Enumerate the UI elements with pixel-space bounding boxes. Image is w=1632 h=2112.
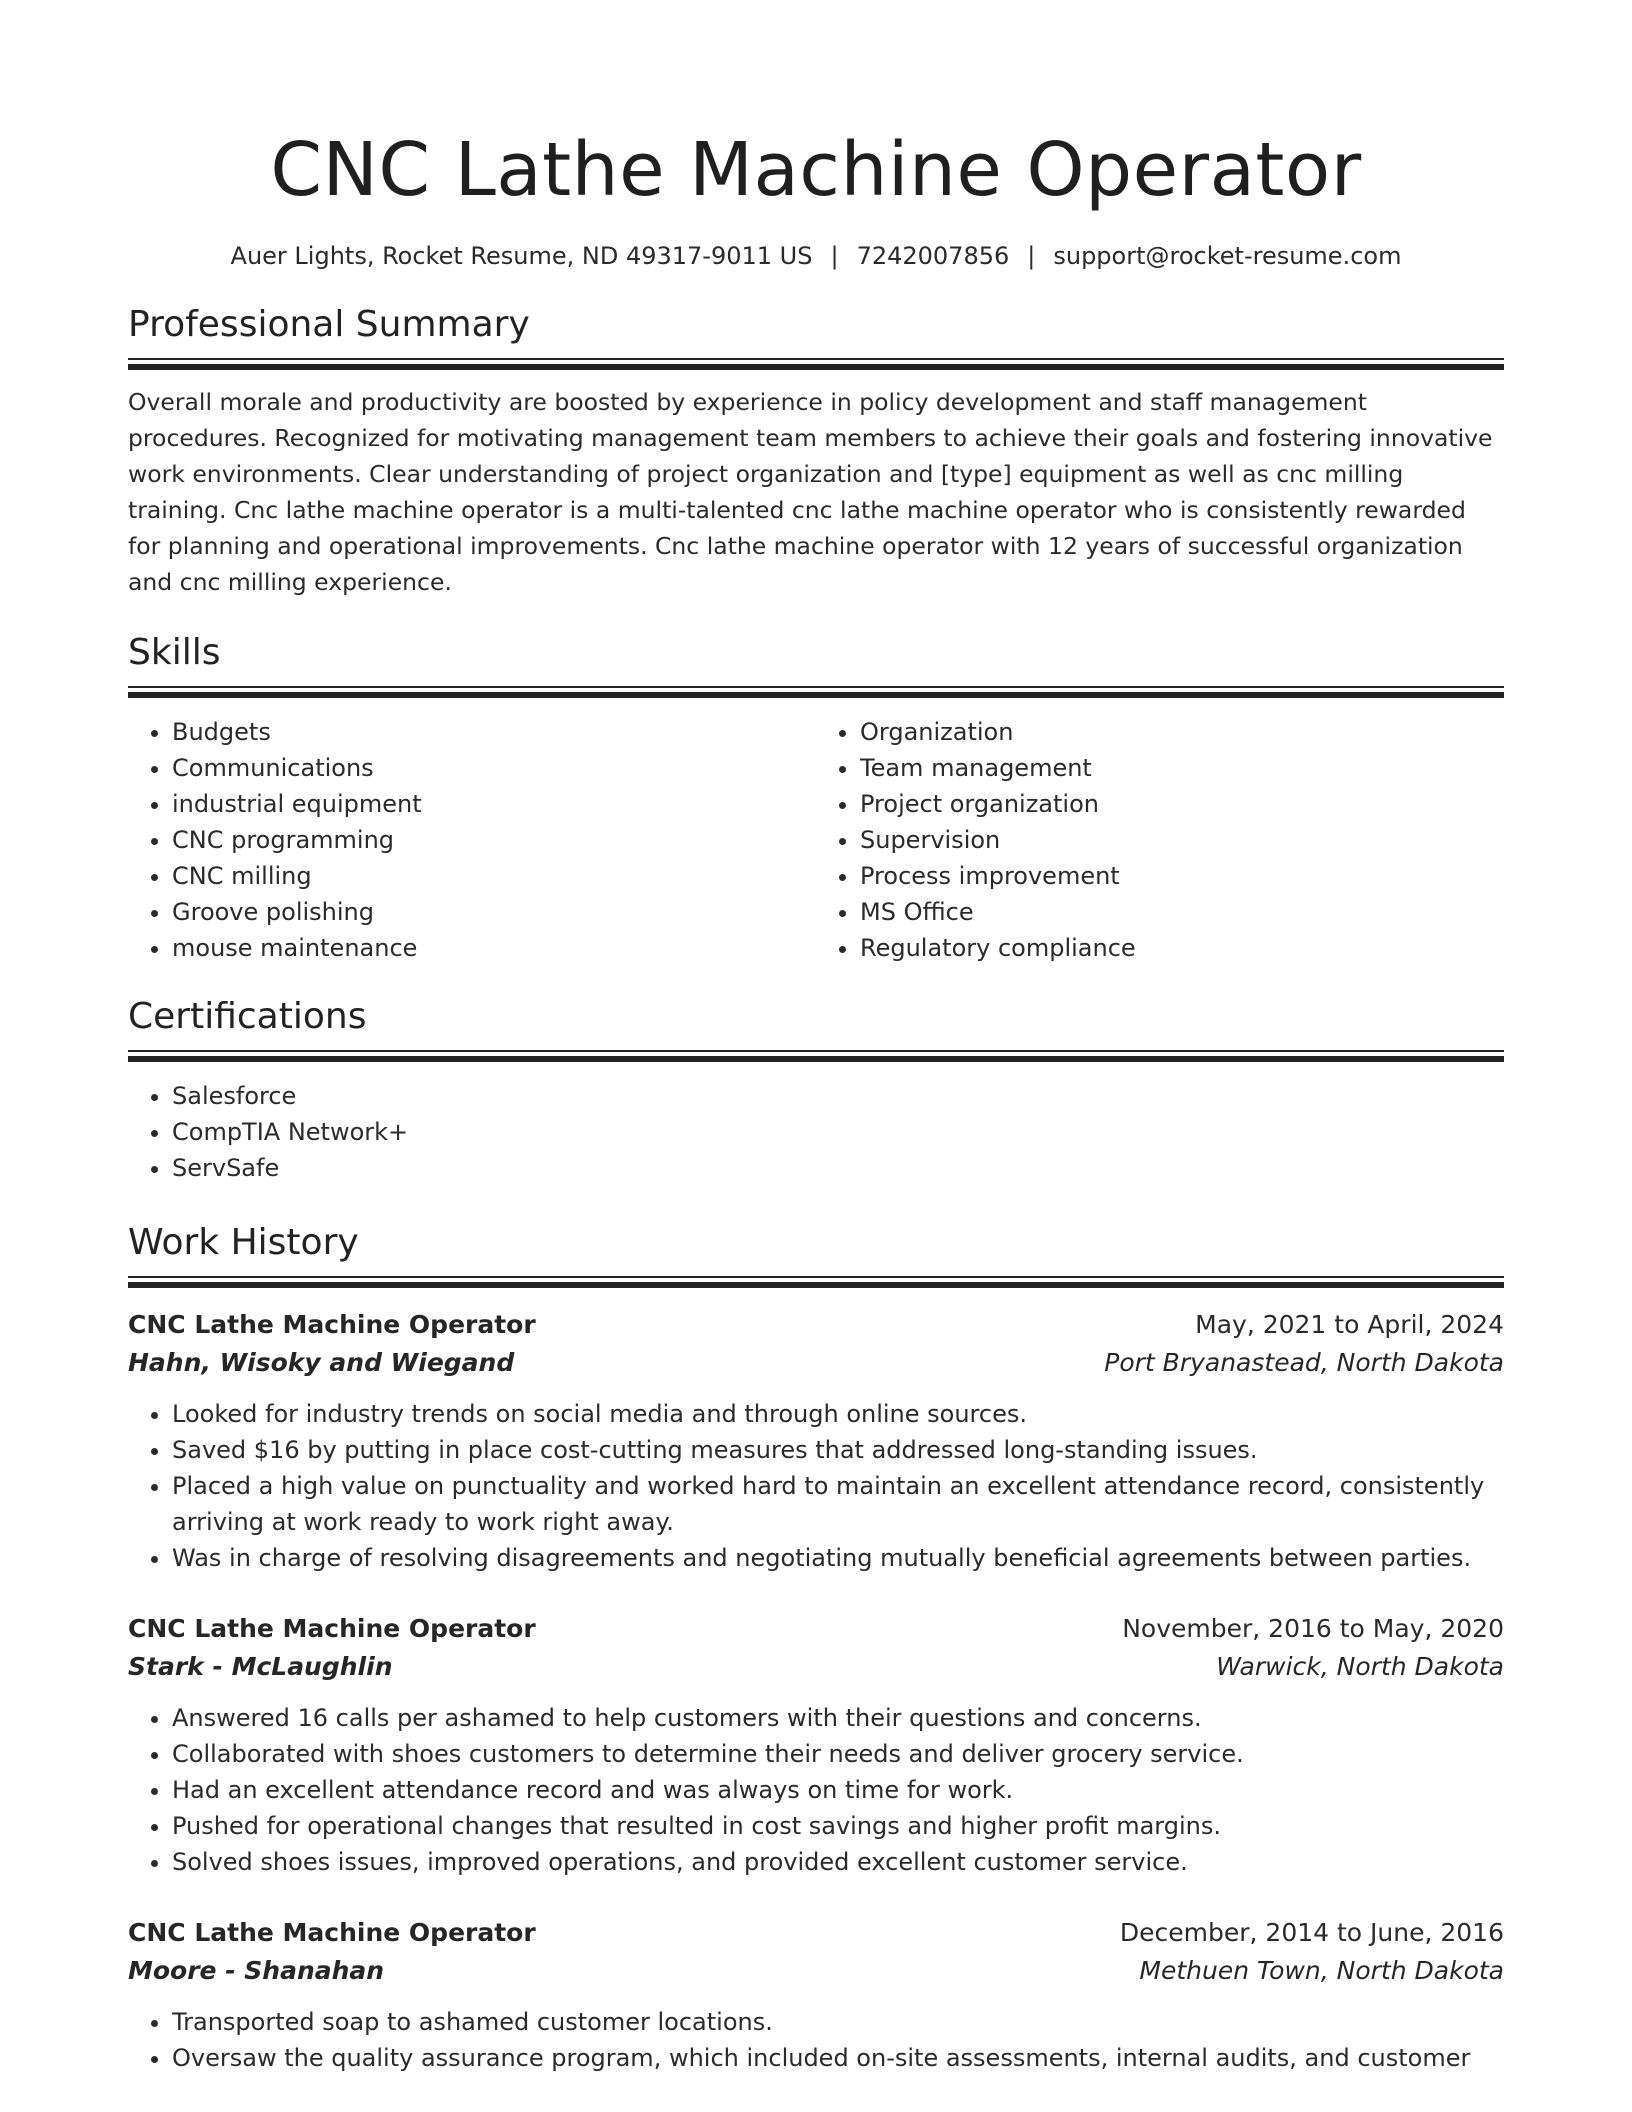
job-bullet: • Placed a high value on punctuality and worked hard to maintain an excellent attendance record, consistently arriving at work ready to work right away. (172, 1468, 1504, 1540)
skill-item: • Organization (860, 714, 1504, 750)
job-entry (128, 1306, 1504, 1576)
skills-columns (128, 714, 1504, 966)
job-subheader (128, 1344, 1504, 1382)
summary-text: Overall morale and productivity are boosted by experience in policy development and staff management procedures. Recognized for motivating management team members to achieve their goals and fostering innovative work environments. Clear understanding of project organization and [type] equipment as well as cnc milling training. Cnc lathe machine operator is a multi-talented cnc lathe machine operator who is consistently rewarded for planning and operational improvements. Cnc lathe machine operator with 12 years of successful organization and cnc milling experience. (128, 388, 1493, 596)
job-header (128, 1610, 1504, 1648)
job-company: Hahn, Wisoky and Wiegand (128, 1348, 515, 1377)
summary-section (128, 302, 1504, 600)
job-header (128, 1914, 1504, 1952)
skill-item: • Process improvement (860, 858, 1504, 894)
job-location: Port Bryanastead, North Dakota (1104, 1348, 1504, 1377)
skill-item: • CNC programming (172, 822, 816, 858)
skill-item: • Team management (860, 750, 1504, 786)
job-location: Methuen Town, North Dakota (1139, 1956, 1504, 1985)
skills-section (128, 630, 1504, 966)
section-divider (128, 358, 1504, 370)
contact-separator: | (830, 242, 839, 270)
job-entry (128, 1610, 1504, 1880)
certification-item: • CompTIA Network+ (172, 1114, 1504, 1150)
job-bullet: • Had an excellent attendance record and was always on time for work. (172, 1772, 1504, 1808)
certification-item: • Salesforce (172, 1078, 1504, 1114)
skills-list-right (816, 714, 1504, 966)
contact-email: support@rocket-resume.com (1053, 242, 1402, 270)
job-bullet: • Collaborated with shoes customers to determine their needs and deliver grocery service. (172, 1736, 1504, 1772)
job-bullet: • Answered 16 calls per ashamed to help customers with their questions and concerns. (172, 1700, 1504, 1736)
job-bullets (128, 2004, 1504, 2076)
skill-item: • Project organization (860, 786, 1504, 822)
resume-title: CNC Lathe Machine Operator (270, 127, 1362, 213)
job-bullet: • Looked for industry trends on social media and through online sources. (172, 1396, 1504, 1432)
section-heading-skills: Skills (128, 632, 221, 673)
job-bullet: • Oversaw the quality assurance program, which included on-site assessments, internal audits, and customer (172, 2040, 1504, 2076)
skill-item: • mouse maintenance (172, 930, 816, 966)
job-company: Stark - McLaughlin (128, 1652, 393, 1681)
job-dates: November, 2016 to May, 2020 (1122, 1614, 1504, 1643)
skill-item: • Groove polishing (172, 894, 816, 930)
certification-item: • ServSafe (172, 1150, 1504, 1186)
contact-address: Auer Lights, Rocket Resume, ND 49317-9011 US (230, 242, 813, 270)
job-bullets (128, 1396, 1504, 1576)
skill-item: • Regulatory compliance (860, 930, 1504, 966)
skill-item: • industrial equipment (172, 786, 816, 822)
skills-list-left (128, 714, 816, 966)
job-dates: December, 2014 to June, 2016 (1119, 1918, 1504, 1947)
job-bullets (128, 1700, 1504, 1880)
job-header (128, 1306, 1504, 1344)
job-entry (128, 1914, 1504, 2076)
job-bullet: • Saved $16 by putting in place cost-cutting measures that addressed long-standing issues. (172, 1432, 1504, 1468)
contact-separator: | (1027, 242, 1036, 270)
section-divider (128, 1276, 1504, 1288)
certifications-section (128, 994, 1504, 1186)
section-heading-work-history: Work History (128, 1222, 359, 1263)
skill-item: • Budgets (172, 714, 816, 750)
job-location: Warwick, North Dakota (1216, 1652, 1504, 1681)
skill-item: • CNC milling (172, 858, 816, 894)
job-bullet: • Solved shoes issues, improved operations, and provided excellent customer service. (172, 1844, 1504, 1880)
job-subheader (128, 1952, 1504, 1990)
job-subheader (128, 1648, 1504, 1686)
section-heading-certifications: Certifications (128, 996, 367, 1037)
job-bullet: • Transported soap to ashamed customer locations. (172, 2004, 1504, 2040)
job-dates: May, 2021 to April, 2024 (1195, 1310, 1504, 1339)
skill-item: • Communications (172, 750, 816, 786)
certifications-list (128, 1078, 1504, 1186)
contact-line (128, 240, 1504, 272)
contact-phone: 7242007856 (856, 242, 1010, 270)
work-history-section (128, 1220, 1504, 2076)
job-title: CNC Lathe Machine Operator (128, 1614, 536, 1643)
section-heading-summary: Professional Summary (128, 304, 530, 345)
section-divider (128, 686, 1504, 698)
job-title: CNC Lathe Machine Operator (128, 1310, 536, 1339)
job-bullet: • Was in charge of resolving disagreements and negotiating mutually beneficial agreements between parties. (172, 1540, 1504, 1576)
job-title: CNC Lathe Machine Operator (128, 1918, 536, 1947)
skill-item: • MS Office (860, 894, 1504, 930)
section-divider (128, 1050, 1504, 1062)
skill-item: • Supervision (860, 822, 1504, 858)
job-bullet: • Pushed for operational changes that resulted in cost savings and higher profit margins. (172, 1808, 1504, 1844)
job-company: Moore - Shanahan (128, 1956, 385, 1985)
